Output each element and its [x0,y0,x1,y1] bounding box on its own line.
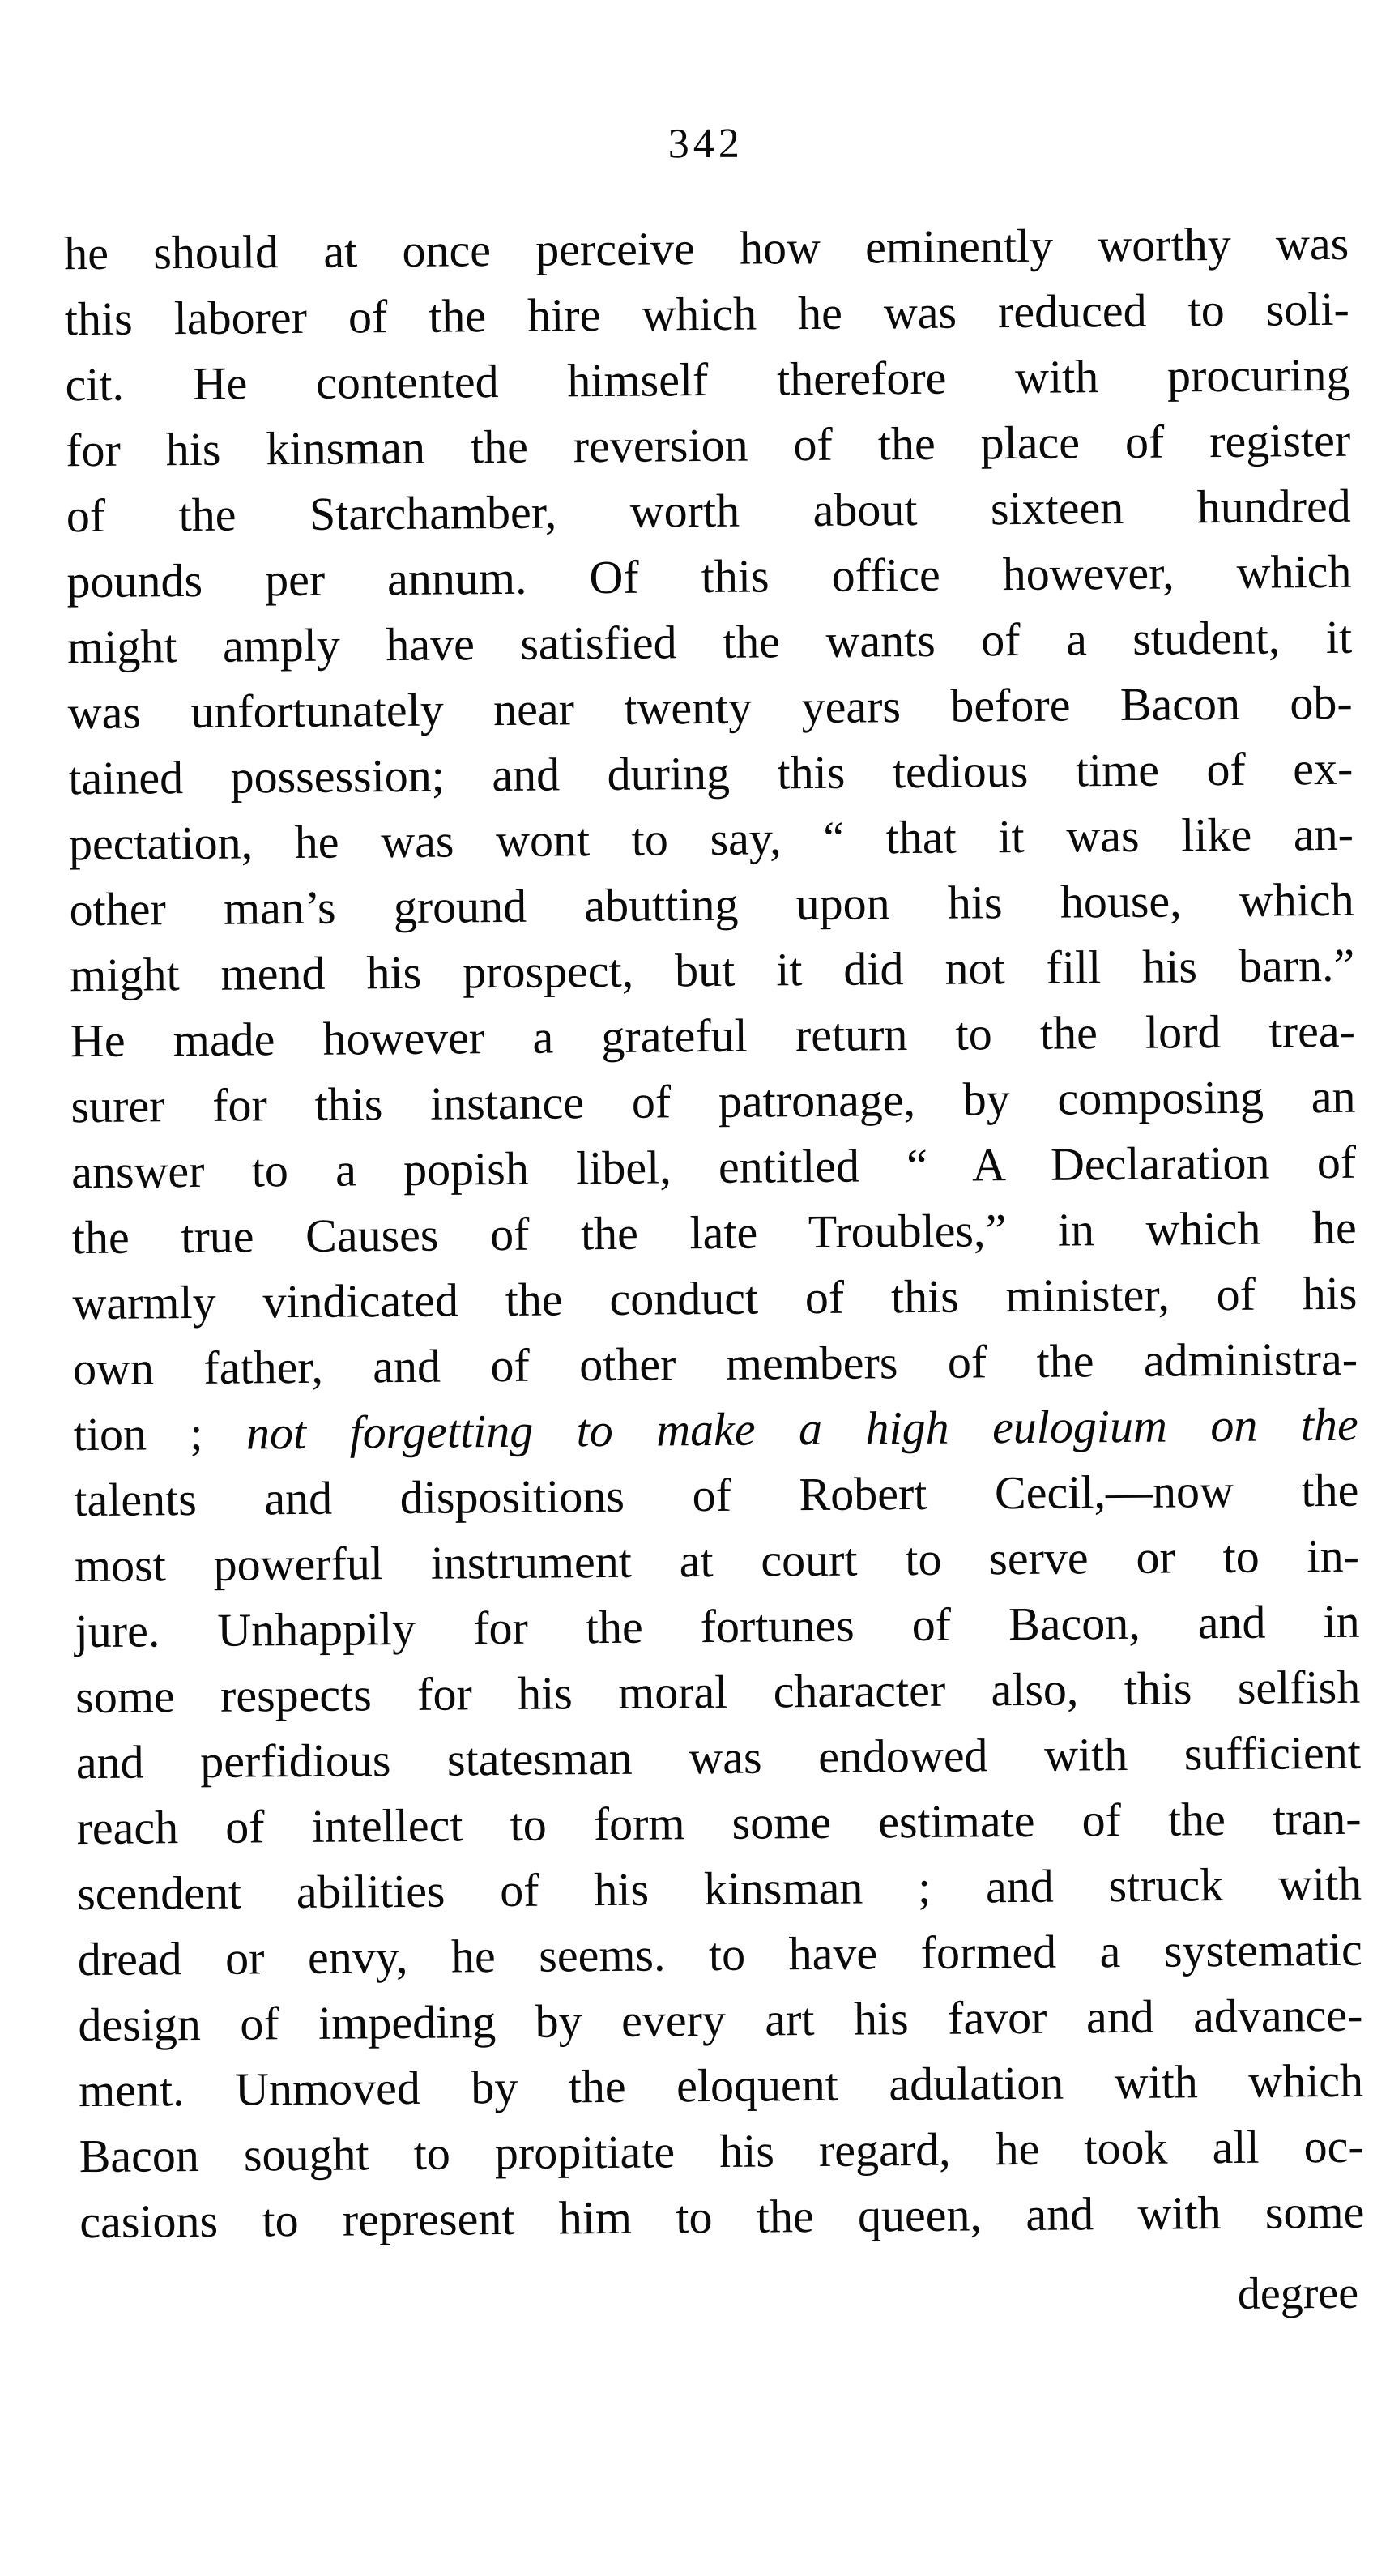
text-segment: the true Causes of the late Troubles,” in which he [71,1201,1358,1265]
text-segment: jure. Unhappily for the fortunes of Bacon, and in [75,1594,1360,1658]
text-line [66,473,1351,548]
text-segment: casions to represent him to the queen, and with some [79,2185,1365,2249]
text-line [75,1523,1360,1598]
text-segment: most powerful instrument at court to serve or to in- [74,1529,1360,1593]
text-line [75,1589,1360,1664]
text-line [76,1785,1362,1861]
text-segment: answer to a popish libel, entitled “ A Declaration of [70,1135,1357,1199]
text-line [68,736,1354,811]
text-line [77,1851,1362,1926]
page-number: 342 [667,120,744,168]
text-segment: tion ; [73,1406,247,1461]
text-block [64,211,1365,2254]
text-line [64,211,1349,286]
text-line [70,932,1355,1008]
text-line [70,1064,1356,1139]
text-line [66,407,1351,483]
text-segment: dread or envy, he seems. to have formed a systematic [77,1922,1363,1986]
text-line [69,801,1354,876]
text-line [70,998,1356,1073]
text-segment: was unfortunately near twenty years before Bacon ob- [67,676,1353,740]
text-segment: own father, and of other members of the administra- [72,1332,1358,1396]
text-line [78,1982,1363,2058]
text-segment: scendent abilities of his kinsman ; and struck with [76,1857,1362,1921]
text-segment: other man’s ground abutting upon his house, which [69,872,1354,936]
text-line [71,1195,1357,1270]
text-segment: of the Starchamber, worth about sixteen hundred [66,479,1352,543]
text-line [73,1326,1358,1401]
text-segment: He made however a grateful return to the lord trea- [70,1004,1356,1068]
text-line [74,1457,1359,1533]
text-segment: some respects for his moral character also, this selfish [75,1660,1361,1724]
text-line [67,670,1353,745]
catchword: degree [1237,2267,1359,2319]
text-line [73,1392,1358,1467]
text-line [79,2048,1364,2123]
text-segment: Bacon sought to propitiate his regard, he took all oc- [79,2119,1364,2183]
text-segment: tained possession; and during this tedious time of ex- [68,741,1354,805]
text-line [66,539,1352,614]
text-segment: for his kinsman the reversion of the place of register [65,413,1351,477]
text-segment: cit. He contented himself therefore with procuring [65,348,1350,412]
text-segment: might mend his prospect, but it did not fill his barn.” [70,938,1355,1002]
text-segment: and perfidious statesman was endowed with sufficient [75,1725,1362,1789]
text-line [76,1720,1362,1795]
text-line [77,1917,1362,1992]
text-segment: this laborer of the hire which he was reduced to soli- [64,282,1350,346]
text-segment: might amply have satisfied the wants of a student, it [66,610,1353,674]
page-content [63,115,1365,2336]
text-line [67,604,1353,680]
text-line [69,867,1354,942]
text-segment: pounds per annum. Of this office however, which [66,544,1352,608]
text-line [79,2113,1364,2189]
italic-text-segment: not forgetting to make a high eulogium on the [245,1397,1358,1460]
text-segment: ment. Unmoved by the eloquent adulation with which [78,2054,1364,2118]
text-line [71,1129,1357,1205]
text-segment: design of impeding by every art his favor and advance- [78,1988,1363,2052]
text-segment: surer for this instance of patronage, by composing an [70,1069,1356,1133]
text-segment: talents and dispositions of Robert Cecil,—now the [74,1463,1359,1527]
text-line [65,342,1350,417]
text-line [75,1654,1361,1729]
text-line [65,276,1350,352]
text-segment: warmly vindicated the conduct of this minister, of his [72,1266,1358,1330]
text-line [72,1260,1358,1336]
text-segment: reach of intellect to form some estimate of the tran- [76,1791,1362,1855]
text-line [79,2179,1365,2254]
text-segment: pectation, he was wont to say, “ that it was like an- [68,807,1354,871]
text-segment: he should at once perceive how eminently worthy was [64,216,1349,280]
